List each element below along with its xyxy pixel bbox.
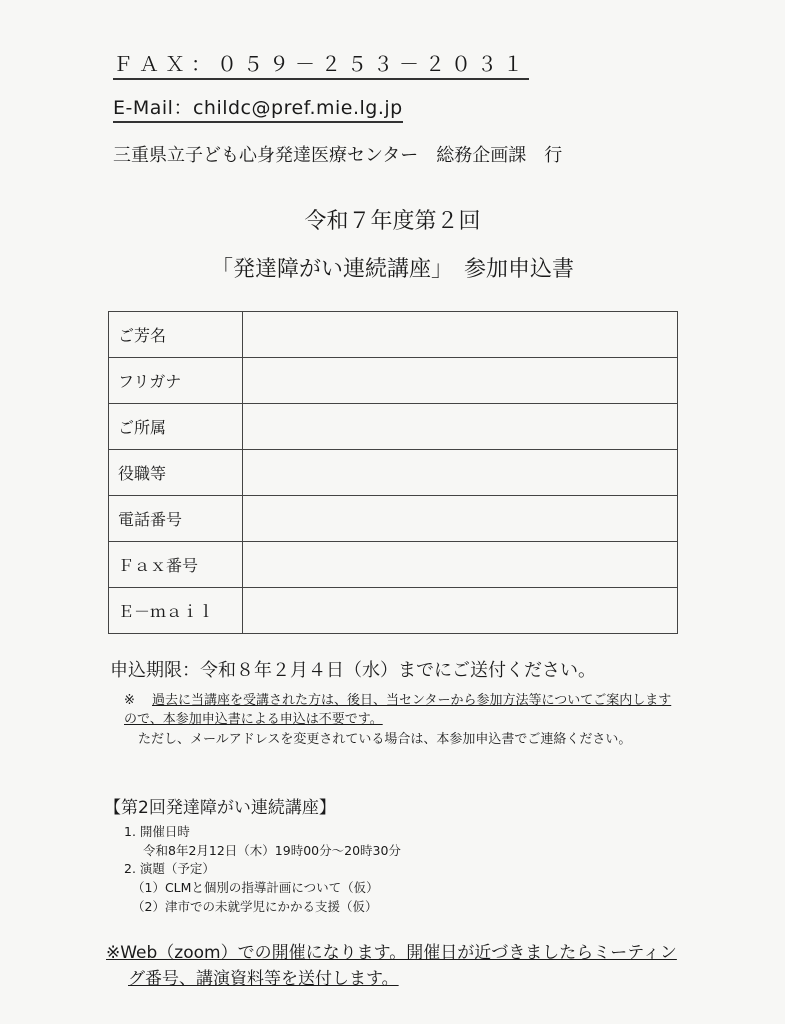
document-title-line1: 令和７年度第２回 <box>304 209 481 234</box>
fax-number: ＦＡＸ：０５９－２５３－２０３１ <box>113 48 529 80</box>
form-row-name <box>109 312 678 358</box>
email-address: E-Mail：childc@pref.mie.lg.jp <box>113 93 403 123</box>
form-row-fax <box>109 542 678 588</box>
form-label-position: 役職等 <box>109 450 243 496</box>
note-paragraph-2: ただし、メールアドレスを変更されている場合は、本参加申込書でご連絡ください。 <box>138 732 632 747</box>
form-label-phone: 電話番号 <box>109 496 243 542</box>
bottom-notice-line2: グ番号、講演資料等を送付します。 <box>128 969 399 989</box>
note-mark: ※ <box>124 693 135 708</box>
recipient: 三重県立子ども心身発達医療センター 総務企画課 行 <box>113 145 563 166</box>
bottom-notice <box>106 940 686 992</box>
form-field-position[interactable] <box>243 450 678 496</box>
form-field-affiliation[interactable] <box>243 404 678 450</box>
form-row-phone <box>109 496 678 542</box>
item2-label: 2. 演題（予定） <box>124 861 215 876</box>
form-row-furigana <box>109 358 678 404</box>
form-row-affiliation <box>109 404 678 450</box>
document-title-line2: 「発達障がい連続講座」 参加申込書 <box>210 257 574 282</box>
item1-value: 令和8年2月12日（木）19時00分～20時30分 <box>143 843 401 858</box>
application-form-table <box>108 311 678 634</box>
deadline-text: 申込期限：令和８年２月４日（水）までにご送付ください。 <box>110 660 596 681</box>
topic1: （1）CLMと個別の指導計画について（仮） <box>132 880 379 895</box>
form-row-position <box>109 450 678 496</box>
form-field-phone[interactable] <box>243 496 678 542</box>
form-label-affiliation: ご所属 <box>109 404 243 450</box>
form-field-fax[interactable] <box>243 542 678 588</box>
item1-label: 1. 開催日時 <box>124 824 190 839</box>
form-field-email[interactable] <box>243 588 678 634</box>
form-label-name: ご芳名 <box>109 312 243 358</box>
form-row-email <box>109 588 678 634</box>
bottom-notice-line1: ※Web（zoom）での開催になります。開催日が近づきましたらミーティン <box>106 943 677 963</box>
topic2: （2）津市での未就学児にかかる支援（仮） <box>132 899 378 914</box>
form-label-furigana: フリガナ <box>109 358 243 404</box>
form-field-name[interactable] <box>243 312 678 358</box>
form-field-furigana[interactable] <box>243 358 678 404</box>
form-label-email: Ｅ－ｍａｉｌ <box>109 588 243 634</box>
note-paragraph <box>124 691 674 729</box>
section-title: 【第2回発達障がい連続講座】 <box>104 798 336 818</box>
form-label-fax: Ｆａｘ番号 <box>109 542 243 588</box>
note-text: 過去に当講座を受講された方は、後日、当センターから参加方法等についてご案内しますので、本参加申込書による申込は不要です。 <box>124 693 672 727</box>
